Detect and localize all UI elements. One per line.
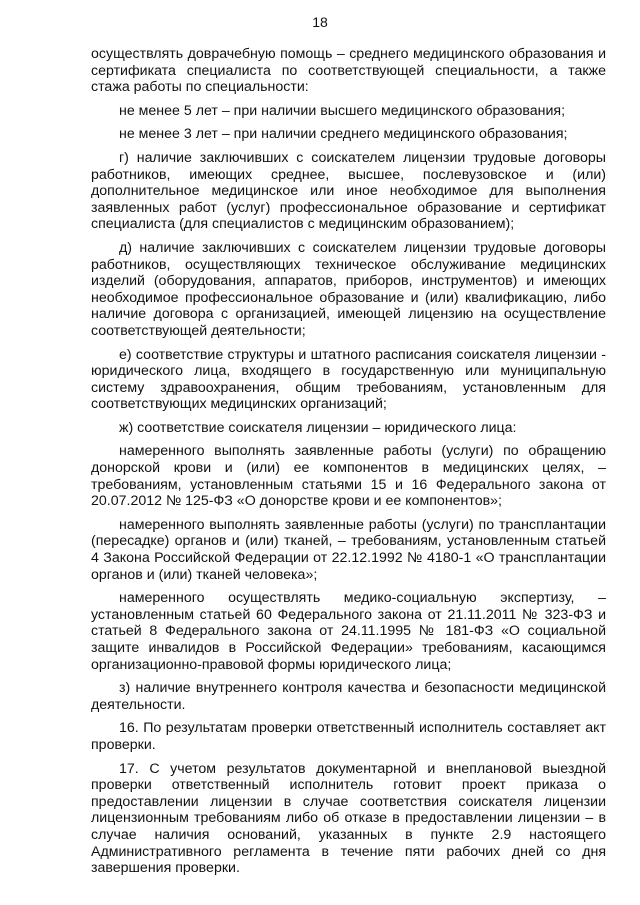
- paragraph: осуществлять доврачебную помощь – среднего медицинского образования и сертификата специалиста по соответствующей специальности, а также стажа работы по специальности:: [91, 46, 606, 96]
- paragraph: не менее 3 лет – при наличии среднего медицинского образования;: [119, 126, 568, 143]
- paragraph: г) наличие заключивших с соискателем лицензии трудовые договоры работников, имеющих среднее, высшее, послевузовское и (или) дополнительное медицинское или иное необходимое для выполнения заявленных работ (услуг) профессиональное образование и сертификат специалиста (для специалистов с медицинским образованием);: [91, 149, 606, 233]
- paragraph: 17. С учетом результатов документарной и внеплановой выездной проверки ответственный исполнитель готовит проект приказа о предоставлении лицензии в случае соответствия соискателя лицензии лицензионным требованиям либо об отказе в предоставлении лицензии – в случае наличия оснований, указанных в пункте 2.9 настоящего Административного регламента в течение пяти рабочих дней со дня завершения проверки.: [91, 760, 606, 877]
- paragraph: намеренного выполнять заявленные работы (услуги) по трансплантации (пересадке) органов и (или) тканей, – требованиям, установленным статьей 4 Закона Российской Федерации от 22.12.1992 № 4180-1 «О трансплантации органов и (или) тканей человека»;: [91, 516, 606, 583]
- paragraph: намеренного осуществлять медико-социальную экспертизу, – установленным статьей 60 Федерального закона от 21.11.2011 № 323-ФЗ и статьей 8 Федерального закона от 24.11.1995 № 181-ФЗ «О социальной защите инвалидов в Российской Федерации» требованиям, касающимся организационно-правовой формы юридического лица;: [91, 590, 606, 673]
- page-number: 18: [312, 14, 328, 30]
- page-body: [91, 46, 606, 884]
- paragraph: з) наличие внутреннего контроля качества и безопасности медицинской деятельности.: [91, 680, 606, 713]
- paragraph: не менее 5 лет – при наличии высшего медицинского образования;: [119, 102, 566, 119]
- paragraph: е) соответствие структуры и штатного расписания соискателя лицензии - юридического лица, входящего в государственную или муниципальную систему здравоохранения, общим требованиям, установленным для соответствующих медицинских организаций;: [91, 346, 606, 413]
- paragraph: д) наличие заключивших с соискателем лицензии трудовые договоры работников, осуществляющих техническое обслуживание медицинских изделий (оборудования, аппаратов, приборов, инструментов) и имеющих необходимое профессиональное образование и (или) квалификацию, либо наличие договора с организацией, имеющей лицензию на осуществление соответствующей деятельности;: [91, 239, 606, 339]
- paragraph: намеренного выполнять заявленные работы (услуги) по обращению донорской крови и (или) ее компонентов в медицинских целях, – требованиям, установленным статьями 15 и 16 Федерального закона от 20.07.2012 № 125-ФЗ «О донорстве крови и ее компонентов»;: [91, 443, 606, 510]
- paragraph: ж) соответствие соискателя лицензии – юридического лица:: [119, 419, 517, 436]
- paragraph: 16. По результатам проверки ответственный исполнитель составляет акт проверки.: [91, 720, 606, 753]
